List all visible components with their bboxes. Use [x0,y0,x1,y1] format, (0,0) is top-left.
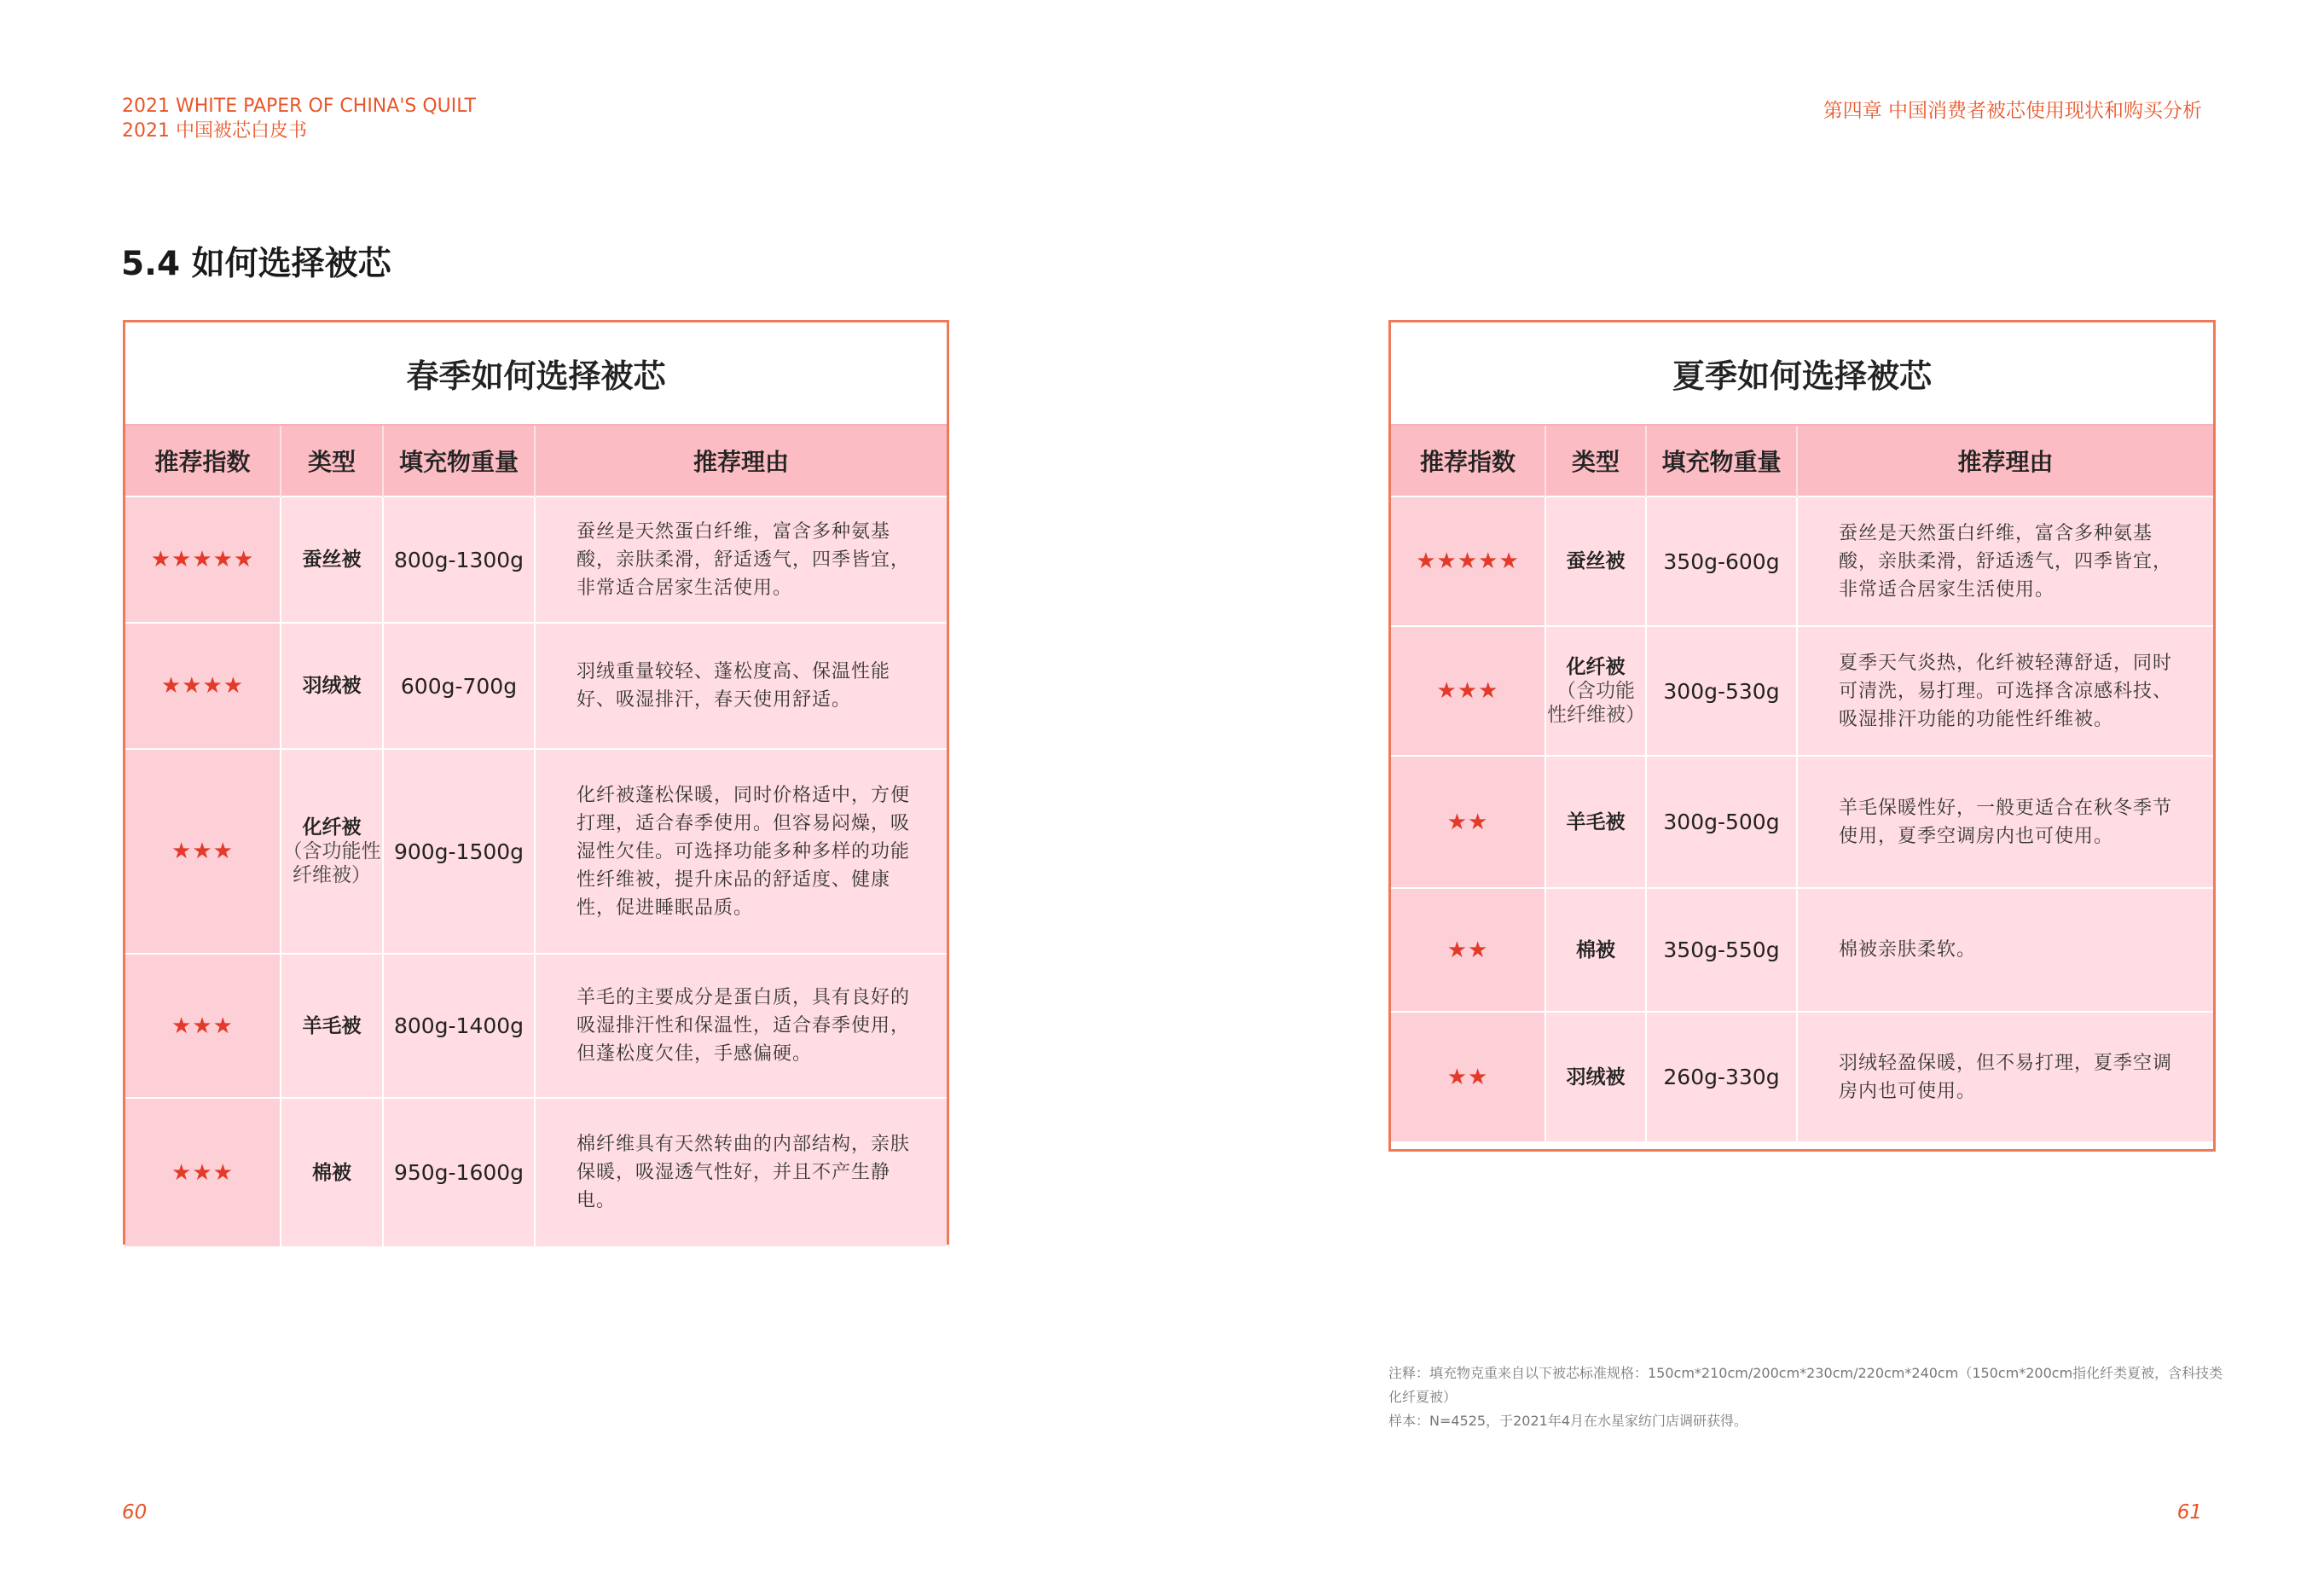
spring-panel-title: 春季如何选择被芯 [125,322,947,426]
table-row [1391,888,2213,1012]
section-title: 5.4 如何选择被芯 [121,245,391,283]
table-row [1391,1012,2213,1141]
recommend-reason: 羊毛的主要成分是蛋白质，具有良好的吸湿排汗性和保温性，适合春季使用，但蓬松度欠佳，手感偏硬。 [535,954,947,1098]
quilt-type-label: 化纤被 [1566,656,1626,678]
column-header-type: 类型 [1545,426,1646,496]
column-header-rating: 推荐指数 [1391,426,1545,496]
fill-weight: 600g-700g [383,623,535,749]
quilt-type [1545,496,1646,626]
recommend-reason: 羽绒重量较轻、蓬松度高、保温性能好、吸湿排汗，春天使用舒适。 [535,623,947,749]
running-header-left [122,94,476,143]
page-number-left: 60 [122,1501,148,1524]
rating-stars: ★★★ [1391,626,1545,756]
fill-weight: 260g-330g [1646,1012,1797,1141]
quilt-type-label: 羽绒被 [302,675,362,697]
rating-stars: ★★★ [125,749,281,954]
footnote-sample: 样本：N=4525，于2021年4月在水星家纺门店调研获得。 [1388,1413,1747,1429]
column-header-weight: 填充物重量 [383,426,535,496]
spring-panel [123,320,949,1245]
column-header-reason: 推荐理由 [535,426,947,496]
header-title-cn: 2021 中国被芯白皮书 [122,120,307,142]
column-header-type: 类型 [281,426,383,496]
fill-weight: 800g-1400g [383,954,535,1098]
quilt-type-label: 棉被 [312,1161,351,1184]
recommend-reason: 羽绒轻盈保暖，但不易打理，夏季空调房内也可使用。 [1797,1012,2213,1141]
column-header-rating: 推荐指数 [125,426,281,496]
table-row [125,954,947,1098]
rating-stars: ★★★★★ [125,496,281,623]
fill-weight: 350g-550g [1646,888,1797,1012]
running-header-right: 第四章 中国消费者被芯使用现状和购买分析 [1823,100,2202,122]
fill-weight: 800g-1300g [383,496,535,623]
quilt-type-label: 蚕丝被 [302,549,362,571]
quilt-type [1545,626,1646,756]
quilt-type [281,1098,383,1246]
quilt-type [281,623,383,749]
table-row [125,496,947,623]
fill-weight: 300g-530g [1646,626,1797,756]
fill-weight: 350g-600g [1646,496,1797,626]
fill-weight: 300g-500g [1646,756,1797,888]
column-header-weight: 填充物重量 [1646,426,1797,496]
rating-stars: ★★★ [125,954,281,1098]
page-number-right: 61 [2176,1501,2202,1524]
quilt-type-label: 蚕丝被 [1566,550,1626,572]
footnote-fill-weight: 注释：填充物克重来自以下被芯标准规格：150cm*210cm/200cm*230cm/220cm*240cm（150cm*200cm指化纤类夏被，含科技类化纤夏被） [1388,1365,2223,1405]
recommend-reason: 羊毛保暖性好，一般更适合在秋冬季节使用，夏季空调房内也可使用。 [1797,756,2213,888]
summer-table-header [1391,426,2213,496]
rating-stars: ★★★★★ [1391,496,1545,626]
quilt-type [1545,888,1646,1012]
table-row [125,623,947,749]
quilt-type-label: 棉被 [1576,938,1615,961]
summer-table [1391,426,2213,1141]
quilt-type-label: 羽绒被 [1566,1065,1626,1089]
spring-table-header [125,426,947,496]
quilt-type [1545,756,1646,888]
recommend-reason: 棉纤维具有天然转曲的内部结构，亲肤保暖，吸湿透气性好，并且不产生静电。 [535,1098,947,1246]
rating-stars: ★★★★ [125,623,281,749]
rating-stars: ★★ [1391,888,1545,1012]
quilt-type-note: （含功能性纤维被） [282,840,381,886]
quilt-type-label: 羊毛被 [1566,810,1626,833]
table-row [1391,496,2213,626]
summer-table-body [1391,496,2213,1141]
quilt-type-label: 化纤被 [302,816,362,839]
recommend-reason: 化纤被蓬松保暖，同时价格适中，方便打理，适合春季使用。但容易闷燥，吸湿性欠佳。可选择功能多种多样的功能性纤维被，提升床品的舒适度、健康性，促进睡眠品质。 [535,749,947,954]
quilt-type [281,749,383,954]
table-row [125,749,947,954]
rating-stars: ★★ [1391,756,1545,888]
summer-panel-title: 夏季如何选择被芯 [1391,322,2213,426]
header-title-en: 2021 WHITE PAPER OF CHINA'S QUILT [122,96,476,117]
fill-weight: 950g-1600g [383,1098,535,1246]
quilt-type [281,954,383,1098]
spring-table [125,426,947,1246]
table-row [125,1098,947,1246]
quilt-type-note: （含功能性纤维被） [1547,680,1645,726]
rating-stars: ★★★ [125,1098,281,1246]
fill-weight: 900g-1500g [383,749,535,954]
summer-panel [1388,320,2216,1152]
table-row [1391,626,2213,756]
column-header-reason: 推荐理由 [1797,426,2213,496]
recommend-reason: 夏季天气炎热，化纤被轻薄舒适，同时可清洗，易打理。可选择含凉感科技、吸湿排汗功能的功能性纤维被。 [1797,626,2213,756]
rating-stars: ★★ [1391,1012,1545,1141]
recommend-reason: 蚕丝是天然蛋白纤维，富含多种氨基酸，亲肤柔滑，舒适透气，四季皆宜，非常适合居家生活使用。 [1797,496,2213,626]
quilt-type [281,496,383,623]
recommend-reason: 蚕丝是天然蛋白纤维，富含多种氨基酸，亲肤柔滑，舒适透气，四季皆宜，非常适合居家生活使用。 [535,496,947,623]
table-row [1391,756,2213,888]
spring-table-body [125,496,947,1246]
quilt-type-label: 羊毛被 [302,1014,362,1037]
footnotes [1388,1361,2224,1433]
recommend-reason: 棉被亲肤柔软。 [1797,888,2213,1012]
quilt-type [1545,1012,1646,1141]
